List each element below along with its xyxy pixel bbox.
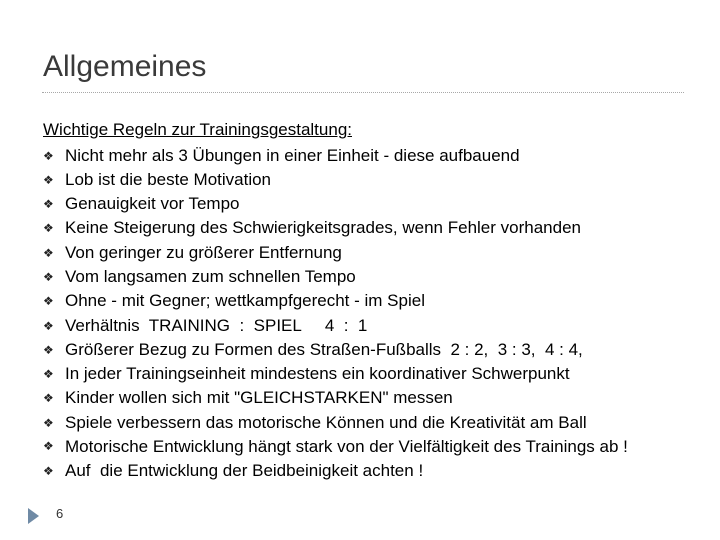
list-item-text: Spiele verbessern das motorische Können und die Kreativität am Ball	[65, 412, 587, 432]
list-item	[43, 144, 683, 168]
list-item-text: Motorische Entwicklung hängt stark von der Vielfältigkeit des Trainings ab !	[65, 437, 628, 457]
bullet-marker-icon: ❖	[43, 221, 54, 236]
bullet-marker-icon: ❖	[43, 197, 54, 212]
bullet-marker-icon: ❖	[43, 172, 54, 187]
bullet-marker-icon: ❖	[43, 391, 54, 406]
bullet-marker-icon: ❖	[43, 463, 54, 478]
list-item	[43, 241, 683, 265]
bullet-marker-icon: ❖	[43, 439, 54, 454]
list-item-text: Verhältnis TRAINING : SPIEL 4 : 1	[65, 315, 368, 335]
slide-title: Allgemeines	[43, 50, 207, 83]
list-item	[43, 338, 683, 362]
list-item	[43, 386, 683, 410]
bullet-marker-icon: ❖	[43, 269, 54, 284]
list-item	[43, 216, 683, 240]
bullet-marker-icon: ❖	[43, 318, 54, 333]
list-item	[43, 192, 683, 216]
triangle-arrow-icon	[28, 508, 39, 524]
list-item	[43, 314, 683, 338]
bullet-marker-icon: ❖	[43, 294, 54, 309]
bullet-marker-icon: ❖	[43, 367, 54, 382]
list-item-text: Lob ist die beste Motivation	[65, 169, 272, 189]
list-item-text: Vom langsamen zum schnellen Tempo	[65, 266, 356, 286]
list-item-text: Von geringer zu größerer Entfernung	[65, 242, 342, 262]
list-item-text: Genauigkeit vor Tempo	[65, 194, 240, 214]
bullet-marker-icon: ❖	[43, 415, 54, 430]
list-item	[43, 168, 683, 192]
list-item-text: Nicht mehr als 3 Übungen in einer Einheit - diese aufbauend	[65, 145, 520, 165]
list-item	[43, 411, 683, 435]
rules-heading: Wichtige Regeln zur Trainingsgestaltung:	[43, 120, 352, 139]
bullet-marker-icon: ❖	[43, 148, 54, 163]
bullet-marker-icon: ❖	[43, 342, 54, 357]
list-item-text: Größerer Bezug zu Formen des Straßen-Fußballs 2 : 2, 3 : 3, 4 : 4,	[65, 339, 583, 359]
list-item-text: Auf die Entwicklung der Beidbeinigkeit achten !	[65, 460, 424, 480]
list-item-text: Kinder wollen sich mit "GLEICHSTARKEN" messen	[65, 388, 453, 408]
bullet-marker-icon: ❖	[43, 245, 54, 260]
list-item-text: In jeder Trainingseinheit mindestens ein koordinativer Schwerpunkt	[65, 364, 570, 384]
title-divider	[42, 92, 684, 93]
list-item	[43, 459, 683, 483]
list-item	[43, 265, 683, 289]
list-item-text: Ohne - mit Gegner; wettkampfgerecht - im Spiel	[65, 291, 425, 311]
list-item	[43, 289, 683, 313]
list-item	[43, 435, 683, 459]
list-item	[43, 362, 683, 386]
list-item-text: Keine Steigerung des Schwierigkeitsgrades, wenn Fehler vorhanden	[65, 218, 581, 238]
page-number: 6	[56, 506, 64, 521]
rules-list	[43, 144, 683, 483]
